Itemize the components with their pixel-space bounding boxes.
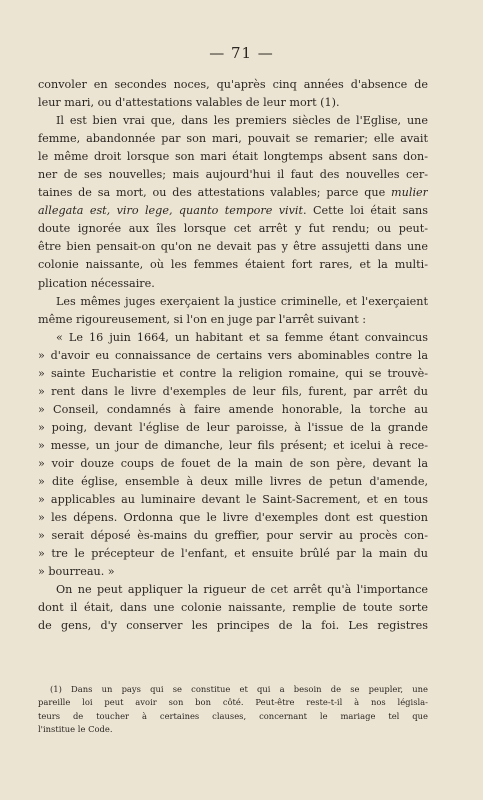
text-line: de gens, d'y conserver les principes de la foi. Les registres: [38, 619, 428, 633]
text-line: allegata est, viro lege, quanto tempore vivit. Cette loi était sans: [38, 204, 428, 218]
latin-phrase: allegata est, viro lege, quanto tempore vivit: [38, 204, 304, 218]
footnote-line: l'institue le Code.: [38, 723, 113, 734]
text-line: » sainte Eucharistie et contre la religion romaine, qui se trouvè-: [38, 366, 428, 380]
text-line: « Le 16 juin 1664, un habitant et sa femme étant convaincus: [56, 330, 428, 344]
footnote-line: (1) Dans un pays qui se constitue et qui a besoin de se peupler, une: [50, 684, 428, 694]
text-line: dont il était, dans une colonie naissante, remplie de toute sorte: [38, 601, 428, 615]
text-line: Les mêmes juges exerçaient la justice criminelle, et l'exerçaient: [56, 294, 428, 308]
text-line: être bien pensait-on qu'on ne devait pas y être assujetti dans une: [38, 240, 428, 254]
text-line: colonie naissante, où les femmes étaient fort rares, et la multi-: [38, 258, 428, 272]
text-line: » les dépens. Ordonna que le livre d'exemples dont est question: [38, 511, 428, 525]
text-line: » dite église, ensemble à deux mille livres de petun d'amende,: [38, 475, 428, 489]
text-line: » rent dans le livre d'exemples de leur fils, furent, par arrêt du: [38, 384, 428, 398]
text-line: convoler en secondes noces, qu'après cinq années d'absence de: [38, 78, 428, 91]
text-line: » serait déposé ès-mains du greffier, pour servir au procès con-: [38, 529, 428, 543]
text-line: » applicables au luminaire devant le Saint-Sacrement, et en tous: [38, 493, 428, 507]
text-line: doute ignorée aux îles lorsque cet arrêt y fut rendu; ou peut-: [38, 222, 428, 236]
latin-phrase: mulier: [391, 186, 428, 200]
text-line: On ne peut appliquer la rigueur de cet arrêt qu'à l'importance: [56, 583, 428, 597]
text-line: » poing, devant l'église de leur paroisse, à l'issue de la grande: [38, 420, 428, 434]
text-line: Il est bien vrai que, dans les premiers siècles de l'Eglise, une: [56, 114, 428, 128]
text-line: » d'avoir eu connaissance de certains vers abominables contre la: [38, 348, 428, 362]
text-line: leur mari, ou d'attestations valables de leur mort (1).: [38, 96, 340, 110]
text-line: femme, abandonnée par son mari, pouvait se remarier; elle avait: [38, 132, 428, 146]
text-line: plication nécessaire.: [38, 276, 155, 290]
text-line: taines de sa mort, ou des attestations valables; parce que mulier: [38, 186, 428, 200]
text-line: » messe, un jour de dimanche, leur fils présent; et icelui à rece-: [38, 438, 428, 452]
text-line: » tre le précepteur de l'enfant, et ensuite brûlé par la main du: [38, 547, 428, 561]
page-number: — 71 —: [209, 44, 274, 62]
text-line: même rigoureusement, si l'on en juge par l'arrêt suivant :: [38, 312, 367, 326]
text-line: » bourreau. »: [38, 565, 115, 579]
footnote: [38, 683, 428, 736]
footnote-line: teurs de toucher à certaines clauses, concernant le mariage tel que: [38, 710, 428, 721]
text-line: » voir douze coups de fouet de la main de son père, devant la: [38, 456, 428, 470]
text-line: » Conseil, condamnés à faire amende honorable, la torche au: [38, 402, 428, 416]
footnote-line: pareille loi peut avoir son bon côté. Peut-être reste-t-il à nos législa-: [38, 697, 428, 708]
text-line: le même droit lorsque son mari était longtemps absent sans don-: [38, 150, 428, 164]
body-text: [38, 76, 428, 635]
text-line: ner de ses nouvelles; mais aujourd'hui il faut des nouvelles cer-: [38, 168, 428, 182]
